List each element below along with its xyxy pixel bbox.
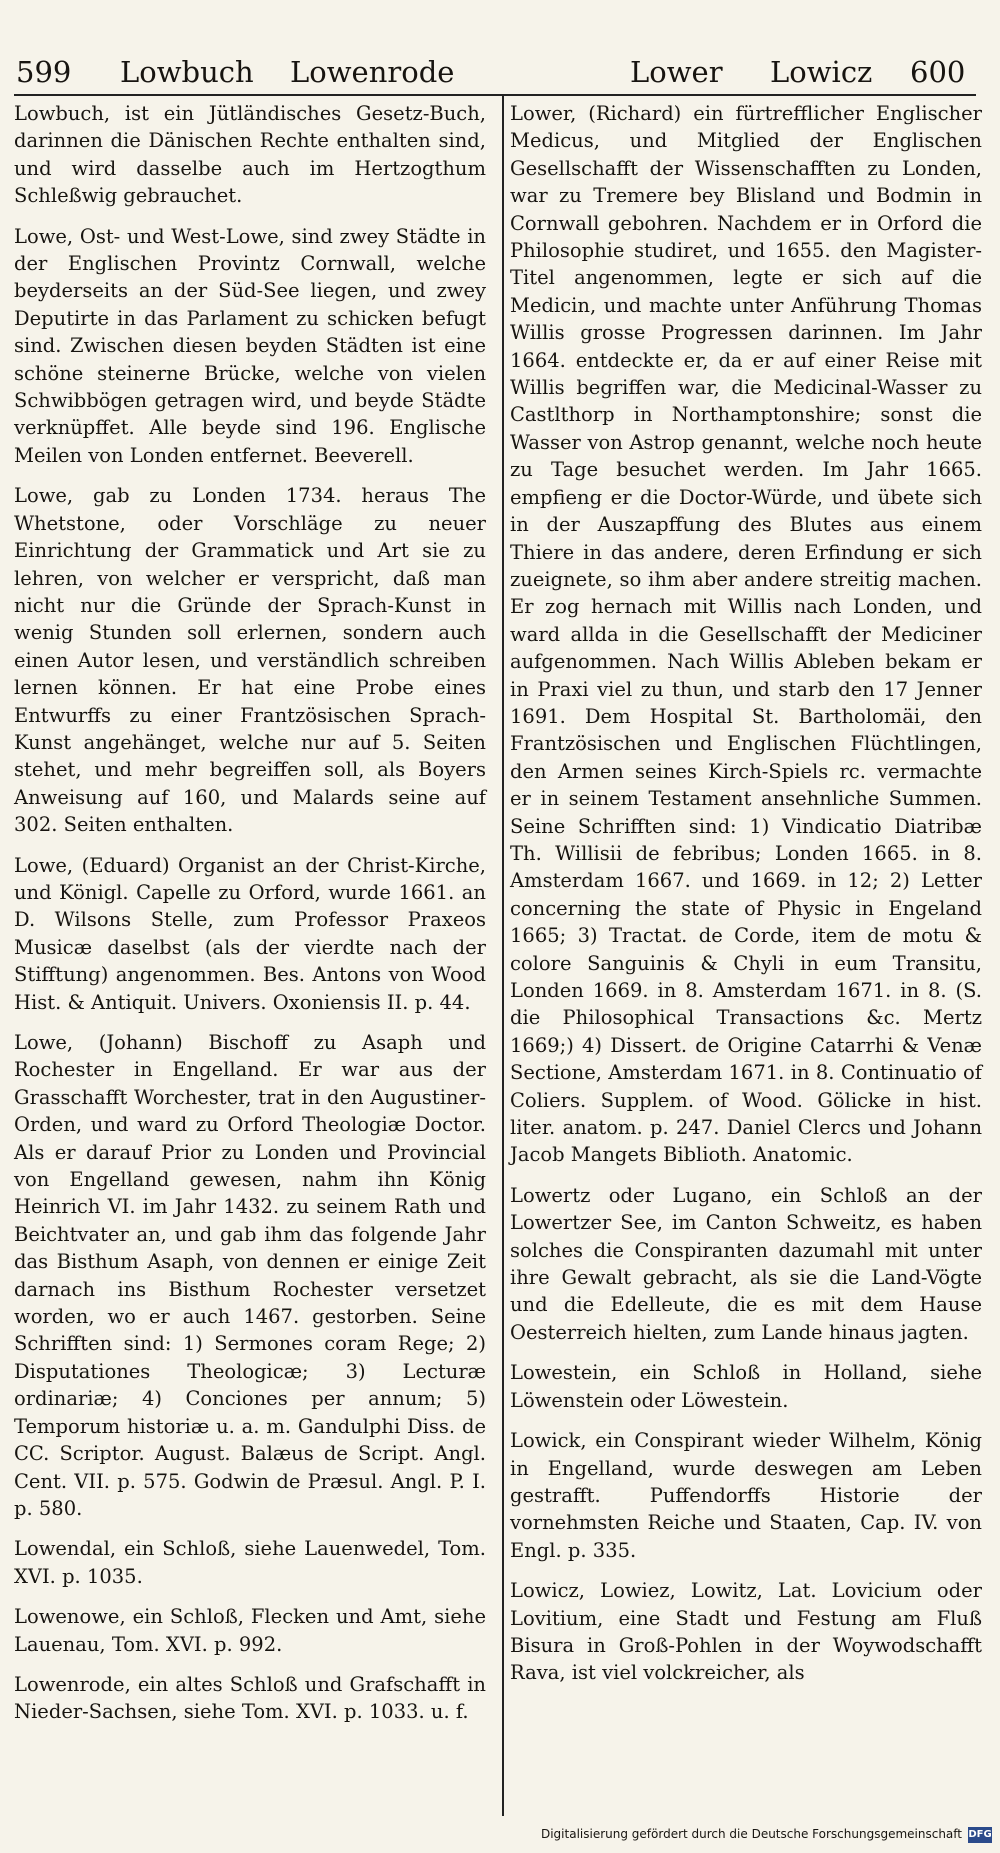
running-header (16, 52, 976, 92)
entry-lowicz: Lowicz, Lowiez, Lowitz, Lat. Lovicium oder Lovitium, eine Stadt und Festung am Fluß Bisura in Groß-Pohlen in der Woywodschafft Rava, ist viel volckreicher, als (510, 1579, 982, 1685)
entry-lower-richard: Lower, (Richard) ein fürtrefflicher Englischer Medicus, und Mitglied der Englischen Gesellschafft der Wissenschafften zu Londen, war zu Tremere bey Blisland und Bodmin in Cornwall gebohren. Nachdem er in Orford die Philosophie studiret, und 1655. den Magister-Titel angenommen, legte er sich auf die Medicin, und machte unter Anführung Thomas Willis grosse Progressen darinnen. Im Jahr 1664. entdeckte er, da er auf einer Reise mit Willis begriffen war, die Medicinal-Wasser zu Castlthorp in Northamptonshire; sonst die Wasser von Astrop genannt, welche noch heute zu Tage besuchet werden. Im Jahr 1665. empfieng er die Doctor-Würde, und übete sich in der Auszapffung des Blutes aus einem Thiere in das andere, deren Erfindung er sich zueignete, so ihm aber andere streitig machen. Er zog hernach mit Willis nach Londen, und ward allda in die Gesellschafft der Mediciner aufgenommen. Nach Willis Ableben bekam er in Praxi viel zu thun, und starb den 17 Jenner 1691. Dem Hospital St. Bartholomäi, den Frantzösischen und Englischen Flüchtlingen, den Armen seines Kirch-Spiels rc. vermachte er in seinem Testament ansehnliche Summen. Seine Schrifften sind: 1) Vindicatio Diatribæ Th. Willisii de febribus; Londen 1665. in 8. Amsterdam 1667. und 1669. in 12; 2) Letter concerning the state of Physic in Engeland 1665; 3) Tractat. de Corde, item de motu & colore Sanguinis & Chyli in eum Transitu, Londen 1669. in 8. Amsterdam 1671. in 8. (S. die Philosophical Transactions &c. Mertz 1669;) 4) Dissert. de Origine Catarrhi & Venæ Sectione, Amsterdam 1671. in 8. Continuatio of Coliers. Supplem. of Wood. Gölicke in hist. liter. anatom. p. 247. Daniel Clercs und Johann Jacob Mangets Biblioth. Anatomic. (510, 102, 982, 1167)
entry-lowenowe: Lowenowe, ein Schloß, Flecken und Amt, siehe Lauenau, Tom. XVI. p. 992. (14, 1605, 486, 1656)
left-page-number: 599 (16, 55, 72, 89)
entry-lowestein: Lowestein, ein Schloß in Holland, siehe Löwenstein oder Löwestein. (510, 1361, 982, 1412)
entry-lowendal: Lowendal, ein Schloß, siehe Lauenwedel, Tom. XVI. p. 1035. (14, 1537, 486, 1588)
left-catchword-end: Lowenrode (290, 55, 455, 89)
header-rule (14, 94, 976, 96)
entry-lowenrode: Lowenrode, ein altes Schloß und Grafschafft in Nieder-Sachsen, siehe Tom. XVI. p. 1033. u. f. (14, 1672, 486, 1724)
column-divider (502, 96, 504, 1816)
left-catchword-start: Lowbuch (120, 55, 254, 89)
entry-lowe-eduard: Lowe, (Eduard) Organist an der Christ-Kirche, und Königl. Capelle zu Orford, wurde 1661. an D. Wilsons Stelle, zum Professor Praxeos Musicæ daselbst (als der vierdte nach der Stifftung) angenommen. Bes. Antons von Wood Hist. & Antiquit. Univers. Oxoniensis II. p. 44. (14, 853, 486, 1014)
right-catchword-start: Lower (630, 55, 723, 89)
left-column (14, 100, 486, 1739)
dfg-logo: DFG (968, 1827, 992, 1843)
entry-lowbuch: Lowbuch, ist ein Jütländisches Gesetz-Buch, darinnen die Dänischen Rechte enthalten sind, und wird dasselbe auch im Hertzogthum Schleßwig gebrauchet. (14, 102, 486, 208)
entry-lowertz: Lowertz oder Lugano, ein Schloß an der Lowertzer See, im Canton Schweitz, es haben solches die Conspiranten dazumahl mit unter ihre Gewalt gebracht, als sie die Land-Vögte und die Edelleute, die es mit dem Hause Oesterreich hielten, zum Lande hinaus jagten. (510, 1183, 982, 1344)
right-column (510, 100, 982, 1700)
entry-lowe-whetstone: Lowe, gab zu Londen 1734. heraus The Whetstone, oder Vorschläge zu neuer Einrichtung der Grammatick und Art sie zu lehren, von welcher er verspricht, daß man nicht nur die Gründe der Sprach-Kunst in wenig Stunden soll erlernen, sondern auch einen Autor lesen, und verständlich schreiben lernen können. Er hat eine Probe eines Entwurffs zu einer Frantzösischen Sprach-Kunst angehänget, welche nur auf 5. Seiten stehet, und mehr begreiffen soll, als Boyers Anweisung auf 160, und Malards seine auf 302. Seiten enthalten. (14, 484, 486, 837)
right-catchword-end: Lowicz (770, 55, 873, 89)
right-page-number: 600 (910, 55, 966, 89)
digitization-credit: Digitalisierung gefördert durch die Deutsche Forschungsgemeinschaft (540, 1827, 962, 1841)
entry-lowick: Lowick, ein Conspirant wieder Wilhelm, König in Engelland, wurde deswegen am Leben gestrafft. Puffendorffs Historie der vornehmsten Reiche und Staaten, Cap. IV. von Engl. p. 335. (510, 1429, 982, 1562)
entry-lowe-ost-west: Lowe, Ost- und West-Lowe, sind zwey Städte in der Englischen Provintz Cornwall, welche beyderseits an der Süd-See liegen, und zwey Deputirte in das Parlament zu schicken befugt sind. Zwischen diesen beyden Städten ist eine schöne steinerne Brücke, welche von vielen Schwibbögen getragen wird, und beyde Städte verknüpffet. Alle beyde sind 196. Englische Meilen von Londen entfernet. Beeverell. (14, 224, 486, 467)
entry-lowe-johann: Lowe, (Johann) Bischoff zu Asaph und Rochester in Engelland. Er war aus der Grasschafft Worchester, trat in den Augustiner-Orden, und ward zu Orford Theologiæ Doctor. Als er darauf Prior zu Londen und Provincial von Engelland gewesen, nahm ihn König Heinrich VI. im Jahr 1432. zu seinem Rath und Beichtvater an, und gab ihm das folgende Jahr das Bisthum Asaph, von dennen er einige Zeit darnach ins Bisthum Rochester versetzet worden, wo er auch 1467. gestorben. Seine Schrifften sind: 1) Sermones coram Rege; 2) Disputationes Theologicæ; 3) Lecturæ ordinariæ; 4) Conciones per annum; 5) Temporum historiæ u. a. m. Gandulphi Diss. de CC. Scriptor. August. Balæus de Script. Angl. Cent. VII. p. 575. Godwin de Præsul. Angl. P. I. p. 580. (14, 1031, 486, 1520)
